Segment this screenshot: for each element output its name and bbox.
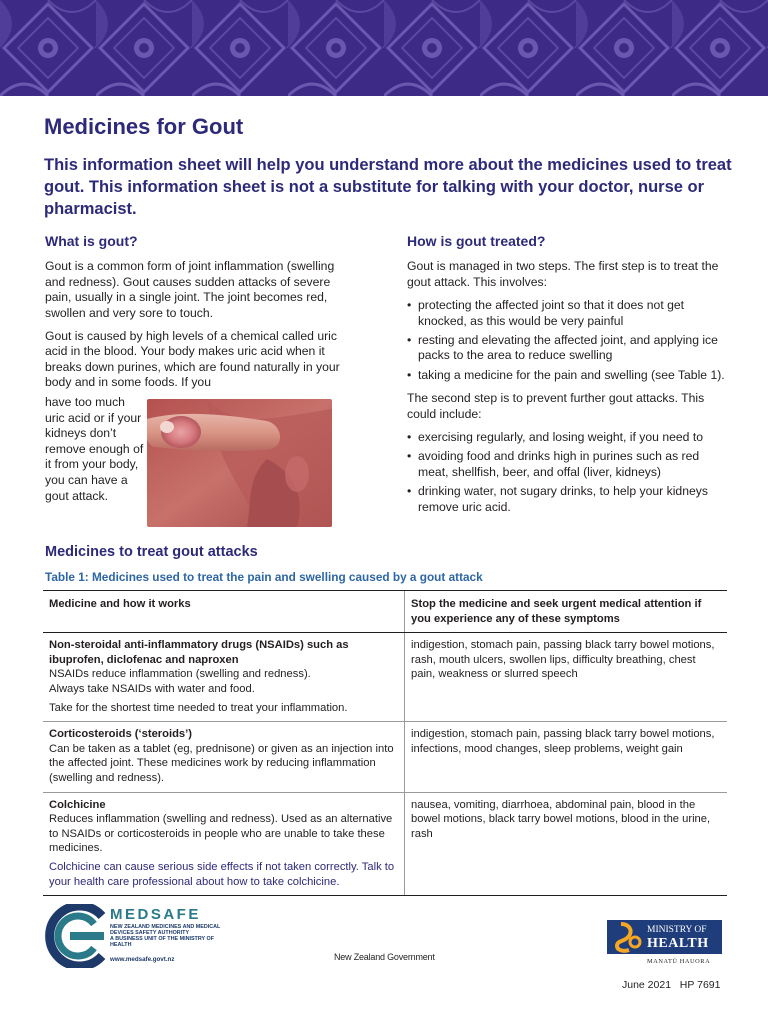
moh-maori-name: MANATŪ HAUORA [647, 958, 711, 965]
what-is-gout-heading: What is gout? [45, 233, 138, 249]
medicine-name: Corticosteroids (‘steroids’) [49, 728, 192, 741]
medicine-cell [43, 722, 405, 791]
medicines-table [43, 590, 727, 896]
medicine-description: Always take NSAIDs with water and food. [49, 682, 255, 695]
medsafe-url: www.medsafe.govt.nz [110, 956, 175, 963]
table-row [43, 633, 727, 722]
symptoms-cell: indigestion, stomach pain, passing black tarry bowel motions, rash, mouth ulcers, swollen lips, difficulty breathing, chest pain, weakness or slurred speech [411, 639, 715, 681]
ministry-of-health-logo [607, 920, 722, 964]
symptoms-cell: nausea, vomiting, diarrhoea, abdominal pain, blood in the bowel motions, black tarry bowel motions, blood in the urine, rash [411, 798, 711, 840]
medsafe-logo [44, 904, 234, 968]
list-item: • resting and elevating the affected joint, and applying ice packs to the area to reduce swelling [407, 333, 727, 364]
how-treated-para-2: The second step is to prevent further gout attacks. This could include: [407, 391, 705, 421]
colchicine-warning: Colchicine can cause serious side effects if not taken correctly. Talk to your health care professional about how to take colchicine. [49, 860, 395, 888]
medicine-name: Colchicine [49, 798, 106, 811]
how-treated-section [407, 234, 727, 523]
prevention-list [407, 430, 727, 515]
medicines-heading: Medicines to treat gout attacks [45, 544, 258, 560]
medicine-description: Can be taken as a tablet (eg, prednisone) or given as an injection into the affected joint. These medicines work by reducing inflammation (swelling and redness). [49, 742, 394, 784]
medicine-cell [43, 793, 405, 896]
medicine-description: NSAIDs reduce inflammation (swelling and redness). [49, 668, 311, 681]
list-item: • protecting the affected joint so that it does not get knocked, as this would be very painful [407, 298, 727, 329]
list-item: • avoiding food and drinks high in purines such as red meat, shellfish, beer, and offal (liver, kidneys) [407, 449, 727, 480]
treatment-steps-list [407, 298, 727, 383]
how-treated-heading: How is gout treated? [407, 233, 546, 249]
medsafe-subtitle-line: NEW ZEALAND MEDICINES AND MEDICAL DEVICES SAFETY AUTHORITY [110, 924, 221, 937]
medicine-name: Non-steroidal anti-inflammatory drugs (NSAIDs) such as ibuprofen, diclofenac and naproxen [49, 639, 349, 666]
moh-emblem-icon [611, 920, 647, 954]
table-row [43, 793, 727, 896]
what-is-gout-para-2-continued: have too much uric acid or if your kidneys don’t remove enough of it from your body, you can have a gout attack. [45, 395, 144, 503]
medicine-description: Reduces inflammation (swelling and redness). Used as an alternative to NSAIDs or corticosteroids in people who are unable to take these medicines. [49, 813, 393, 855]
table-header-medicine: Medicine and how it works [43, 591, 405, 632]
symptoms-cell: indigestion, stomach pain, passing black tarry bowel motions, infections, mood changes, sleep problems, weight gain [411, 728, 715, 755]
table-header-row [43, 591, 727, 633]
nz-government-logo: New Zealand Government [334, 952, 435, 962]
medicine-cell [43, 633, 405, 721]
medicine-description: Take for the shortest time needed to treat your inflammation. [49, 701, 348, 714]
medsafe-emblem-icon [44, 904, 108, 968]
medsafe-subtitle [110, 924, 230, 948]
what-is-gout-para-2: Gout is caused by high levels of a chemical called uric acid in the blood. Your body makes uric acid when it breaks down purines, which are found naturally in your body and in some foods. If you [45, 329, 340, 390]
list-item: • drinking water, not sugary drinks, to help your kidneys remove uric acid. [407, 484, 727, 515]
gout-finger-photo [147, 399, 332, 527]
table-caption: Table 1: Medicines used to treat the pain and swelling caused by a gout attack [45, 570, 483, 584]
how-treated-para-1: Gout is managed in two steps. The first step is to treat the gout attack. This involves: [407, 259, 719, 289]
medsafe-subtitle-line: A BUSINESS UNIT OF THE MINISTRY OF HEALTH [110, 936, 215, 949]
header-banner-pattern [0, 0, 768, 96]
table-row [43, 722, 727, 792]
list-item: • exercising regularly, and losing weight, if you need to [407, 430, 727, 445]
intro-text: This information sheet will help you understand more about the medicines used to treat gout. This information sheet is not a substitute for talking with your doctor, nurse or pharmacist. [44, 156, 732, 218]
what-is-gout-section [45, 234, 345, 399]
moh-line-2: HEALTH [647, 936, 709, 951]
page-title: Medicines for Gout [44, 114, 244, 139]
document-reference: June 2021 HP 7691 [622, 979, 721, 991]
table-header-symptoms: Stop the medicine and seek urgent medical attention if you experience any of these symptoms [411, 598, 702, 625]
what-is-gout-para-1: Gout is a common form of joint inflammation (swelling and redness). Gout causes sudden attacks of severe pain, usually in a single joint. The joint becomes red, swollen and very sore to touch. [45, 259, 335, 320]
moh-badge [607, 920, 722, 954]
moh-line-1: MINISTRY OF [647, 925, 707, 935]
list-item: • taking a medicine for the pain and swelling (see Table 1). [407, 368, 727, 383]
medsafe-wordmark: MEDSAFE [110, 906, 201, 923]
